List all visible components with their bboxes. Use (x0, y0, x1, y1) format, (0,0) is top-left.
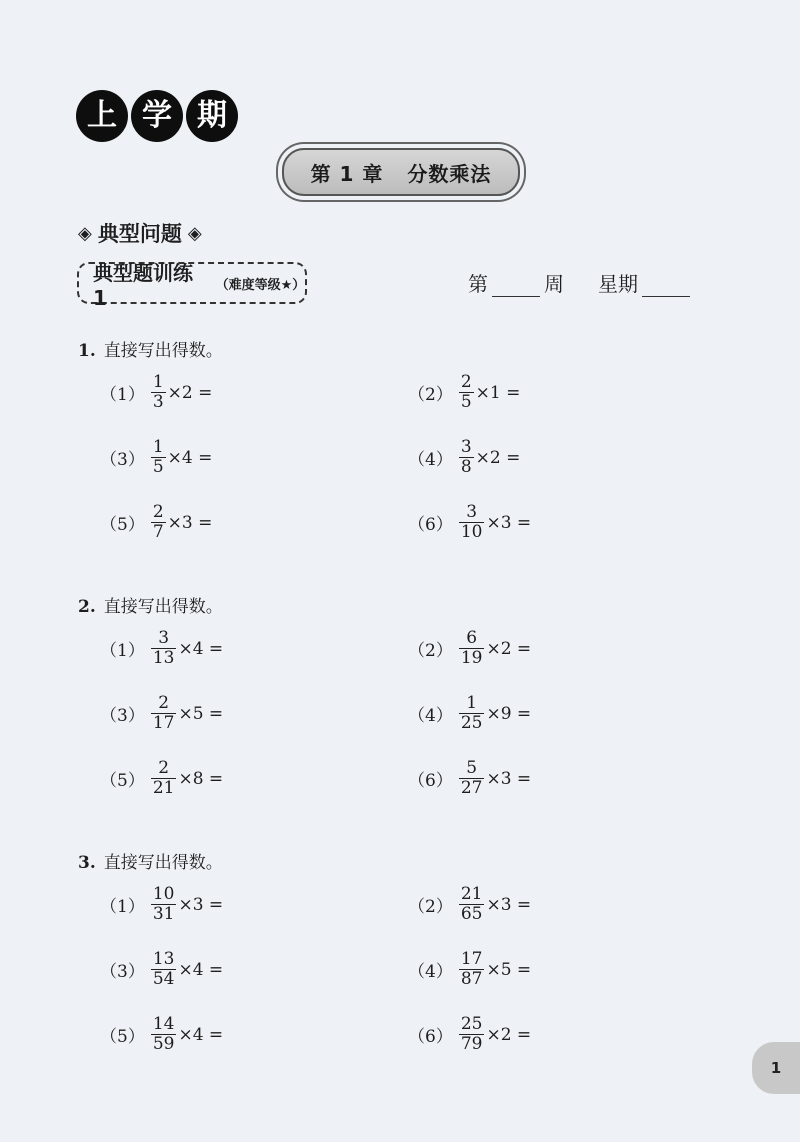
denominator: 7 (152, 522, 164, 542)
numerator: 5 (466, 758, 478, 778)
numerator: 2 (152, 502, 164, 522)
denominator: 5 (460, 392, 472, 412)
diamond-icon: ◈ (78, 222, 92, 244)
expression: ×8 = (178, 768, 224, 789)
denominator: 54 (152, 969, 175, 989)
fraction (459, 629, 485, 668)
problem-title (78, 848, 223, 873)
expression: ×2 = (486, 638, 532, 659)
fraction (459, 694, 485, 733)
exercise-label: （2） (408, 641, 453, 661)
numerator: 1 (466, 693, 478, 713)
exercise-item (408, 629, 531, 668)
chapter-number: 第 1 章 (310, 161, 384, 186)
denominator: 17 (152, 713, 175, 733)
numerator: 3 (460, 437, 472, 457)
exercise-label: （1） (100, 897, 145, 917)
fraction (151, 373, 166, 412)
exercise-item (408, 694, 531, 733)
fraction (151, 885, 177, 924)
expression: ×2 = (486, 1024, 532, 1045)
numerator: 14 (152, 1014, 175, 1034)
fraction (459, 759, 485, 798)
expression: ×4 = (178, 638, 224, 659)
denominator: 8 (460, 457, 472, 477)
denominator: 79 (460, 1034, 483, 1054)
fraction (151, 629, 177, 668)
exercise-item (100, 759, 223, 798)
chapter-title: 分数乘法 (407, 161, 492, 186)
exercise-label: （3） (100, 962, 145, 982)
week-day-line (468, 268, 690, 297)
numerator: 2 (460, 372, 472, 392)
problem-number: 2. (78, 597, 96, 617)
exercise-item (408, 503, 531, 542)
expression: ×3 = (486, 894, 532, 915)
numerator: 13 (152, 949, 175, 969)
expression: ×5 = (486, 959, 532, 980)
fraction (459, 503, 485, 542)
exercise-label: （2） (408, 897, 453, 917)
semester-title (76, 90, 238, 142)
week-blank[interactable] (492, 274, 540, 297)
exercise-label: （3） (100, 706, 145, 726)
exercise-label: （1） (100, 385, 145, 405)
fraction (459, 1015, 485, 1054)
exercise-item (408, 759, 531, 798)
problem-number: 1. (78, 341, 96, 361)
exercise-label: （2） (408, 385, 453, 405)
week-prefix: 第 (468, 272, 488, 296)
week-word: 周 (544, 272, 564, 296)
problem-title (78, 336, 223, 361)
semester-char: 学 (131, 90, 183, 142)
denominator: 21 (152, 778, 175, 798)
exercise-label: （4） (408, 450, 453, 470)
fraction (459, 950, 485, 989)
denominator: 31 (152, 904, 175, 924)
expression: ×1 = (475, 382, 521, 403)
exercise-label: （3） (100, 450, 145, 470)
expression: ×2 = (167, 382, 213, 403)
fraction (459, 885, 485, 924)
problem-instruction: 直接写出得数。 (103, 341, 223, 361)
denominator: 59 (152, 1034, 175, 1054)
denominator: 65 (460, 904, 483, 924)
exercise-label: （4） (408, 962, 453, 982)
expression: ×3 = (167, 512, 213, 533)
expression: ×3 = (178, 894, 224, 915)
denominator: 10 (460, 522, 483, 542)
problem-instruction: 直接写出得数。 (103, 853, 223, 873)
denominator: 25 (460, 713, 483, 733)
expression: ×9 = (486, 703, 532, 724)
exercise-item (408, 438, 520, 477)
training-label-box (77, 260, 307, 310)
problem-instruction: 直接写出得数。 (103, 597, 223, 617)
numerator: 2 (158, 693, 170, 713)
numerator: 6 (466, 628, 478, 648)
diamond-icon: ◈ (187, 222, 202, 244)
numerator: 10 (152, 884, 175, 904)
fraction (151, 503, 166, 542)
numerator: 21 (460, 884, 483, 904)
numerator: 3 (466, 502, 478, 522)
problem-number: 3. (78, 853, 96, 873)
denominator: 19 (460, 648, 483, 668)
exercise-item (408, 950, 531, 989)
exercise-item (100, 629, 223, 668)
numerator: 17 (460, 949, 483, 969)
semester-char: 期 (186, 90, 238, 142)
problem-title (78, 592, 223, 617)
numerator: 1 (152, 372, 164, 392)
difficulty-label: （难度等级★） (215, 277, 306, 293)
section-heading (78, 218, 202, 248)
numerator: 1 (152, 437, 164, 457)
exercise-item (408, 1015, 531, 1054)
exercise-label: （5） (100, 515, 145, 535)
numerator: 3 (158, 628, 170, 648)
numerator: 2 (158, 758, 170, 778)
denominator: 3 (152, 392, 164, 412)
exercise-item (100, 950, 223, 989)
expression: ×4 = (178, 1024, 224, 1045)
exercise-item (100, 1015, 223, 1054)
exercise-label: （6） (408, 515, 453, 535)
exercise-item (408, 885, 531, 924)
page-number-tab: 1 (752, 1042, 800, 1094)
exercise-label: （6） (408, 771, 453, 791)
section-title: 典型问题 (97, 222, 182, 246)
exercise-item (100, 373, 212, 412)
exercise-item (100, 438, 212, 477)
exercise-label: （4） (408, 706, 453, 726)
expression: ×4 = (167, 447, 213, 468)
denominator: 27 (460, 778, 483, 798)
fraction (151, 759, 177, 798)
exercise-label: （6） (408, 1027, 453, 1047)
expression: ×5 = (178, 703, 224, 724)
exercise-label: （5） (100, 771, 145, 791)
day-word: 星期 (598, 272, 638, 296)
fraction (459, 373, 474, 412)
denominator: 5 (152, 457, 164, 477)
day-blank[interactable] (642, 274, 690, 297)
exercise-item (100, 503, 212, 542)
exercise-label: （1） (100, 641, 145, 661)
expression: ×3 = (486, 768, 532, 789)
expression: ×2 = (475, 447, 521, 468)
exercise-label: （5） (100, 1027, 145, 1047)
numerator: 25 (460, 1014, 483, 1034)
fraction (459, 438, 474, 477)
training-title: 典型题训练 1 (93, 260, 193, 310)
fraction (151, 1015, 177, 1054)
expression: ×3 = (486, 512, 532, 533)
denominator: 13 (152, 648, 175, 668)
denominator: 87 (460, 969, 483, 989)
exercise-item (100, 885, 223, 924)
fraction (151, 694, 177, 733)
exercise-item (100, 694, 223, 733)
chapter-banner (282, 148, 520, 196)
expression: ×4 = (178, 959, 224, 980)
semester-char: 上 (76, 90, 128, 142)
fraction (151, 950, 177, 989)
fraction (151, 438, 166, 477)
exercise-item (408, 373, 520, 412)
